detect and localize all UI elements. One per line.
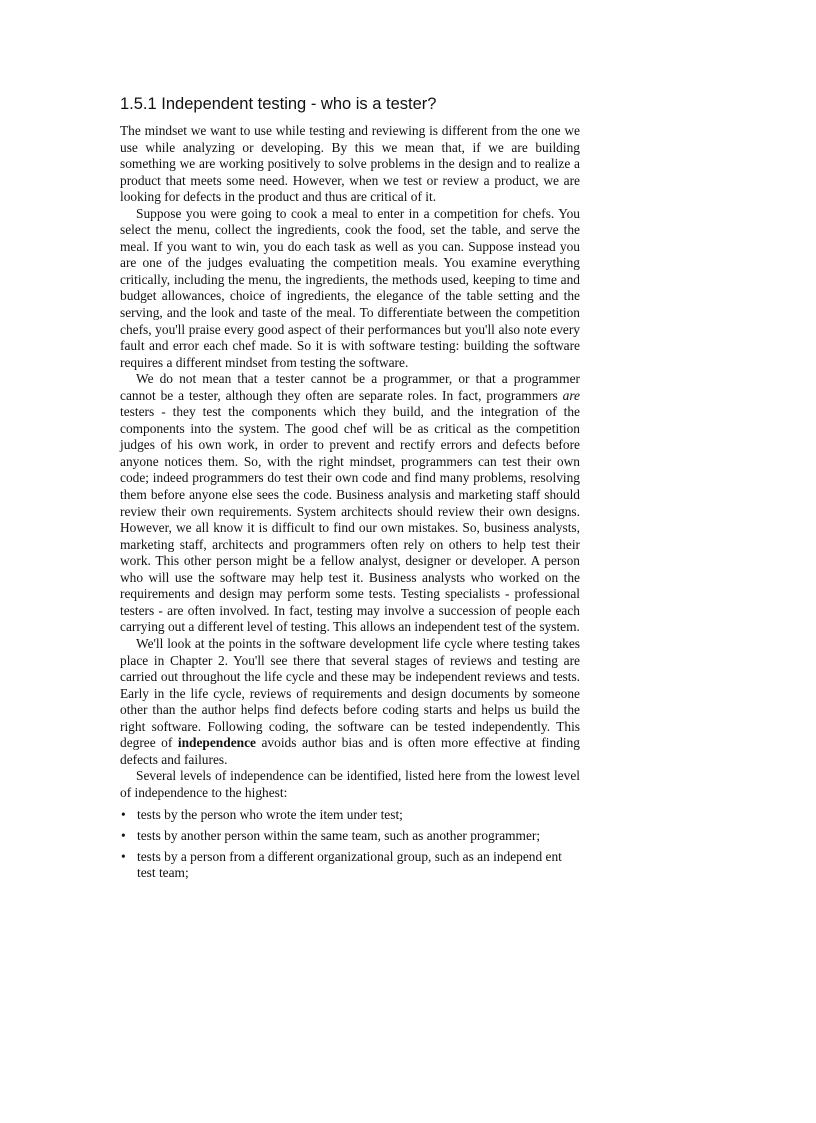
bullet-icon: • [121,827,126,843]
paragraph-chef-analogy: Suppose you were going to cook a meal to enter in a competition for chefs. You select the menu, collect the ingredients, cook the food, set the table, and serve the meal. If you want to win, you do each task as well as you can. Suppose instead you are one of the judges evaluating the competition meals. You examine everything critically, including the menu, the ingredients, the methods used, keeping to time and budget allowances, choice of ingredients, the elegance of the table setting and the serving, and the look and taste of the meal. To differentiate between the competition chefs, you'll praise every good aspect of their performances but you'll also note every fault and error each chef made. So it is with software testing: building the software requires a different mindset from testing the software. [120,205,580,370]
list-item-text: tests by the person who wrote the item under test; [137,807,403,823]
bullet-icon: • [121,848,126,864]
list-item [120,849,580,882]
emphasis-are: are [562,387,580,403]
paragraph-mindset: The mindset we want to use while testing and reviewing is different from the one we use while analyzing or developing. By this we mean that, if we are building something we are working positively to solve problems in the design and to realize a product that meets some need. However, when we test or review a product, we are looking for defects in the product and thus are critical of it. [120,123,580,205]
paragraph-programmers-as-testers [120,371,580,636]
paragraph-life-cycle [120,636,580,768]
bullet-icon: • [121,807,126,823]
paragraph-text-part: We do not mean that a tester cannot be a programmer, or that a programmer cannot be a tester, although they often are separate roles. In fact, programmers [120,371,580,403]
term-independence: independence [177,735,256,751]
list-item [120,807,580,824]
section-heading: 1.5.1 Independent testing - who is a tester? [120,95,437,113]
independence-levels-list [120,807,580,881]
list-item-text: tests by another person within the same team, such as another programmer; [137,827,541,843]
list-item-text: tests by a person from a different organizational group, such as an independ ent test team; [137,848,562,881]
paragraph-text-part: We'll look at the points in the software development life cycle where testing takes place in Chapter 2. You'll see there that several stages of reviews and testing are carried out throughout the life cycle and these may be independent reviews and tests. Early in the life cycle, reviews of requirements and design documents by someone other than the author helps find defects before coding starts and helps us build the right software. Following coding, the software can be tested independently. This degree of [120,635,580,751]
paragraph-text-part: testers - they test the components which they build, and the integration of the components into the system. The good chef will be as critical as the competition judges of his own work, in order to prevent and rectify errors and defects before anyone notices them. So, with the right mindset, programmers can test their own code; indeed programmers do test their own code and find many problems, resolving them before anyone else sees the code. Business analysis and marketing staff should review their own requirements. System architects should review their own designs. However, we all know it is difficult to find our own mistakes. So, business analysts, marketing staff, architects and programmers often rely on others to help test their work. This other person might be a fellow analyst, designer or developer. A person who will use the software may help test it. Business analysts who worked on the requirements and design may perform some tests. Testing specialists - professional testers - are often involved. In fact, testing may involve a succession of people each carrying out a different level of testing. This allows an independent test of the system. [120,404,580,635]
list-item [120,828,580,845]
paragraph-text-part: avoids author bias and is often more effective at finding defects and failures. [120,735,580,767]
paragraph-levels-intro: Several levels of independence can be identified, listed here from the lowest level of independence to the highest: [120,768,580,800]
page-content [120,94,580,886]
